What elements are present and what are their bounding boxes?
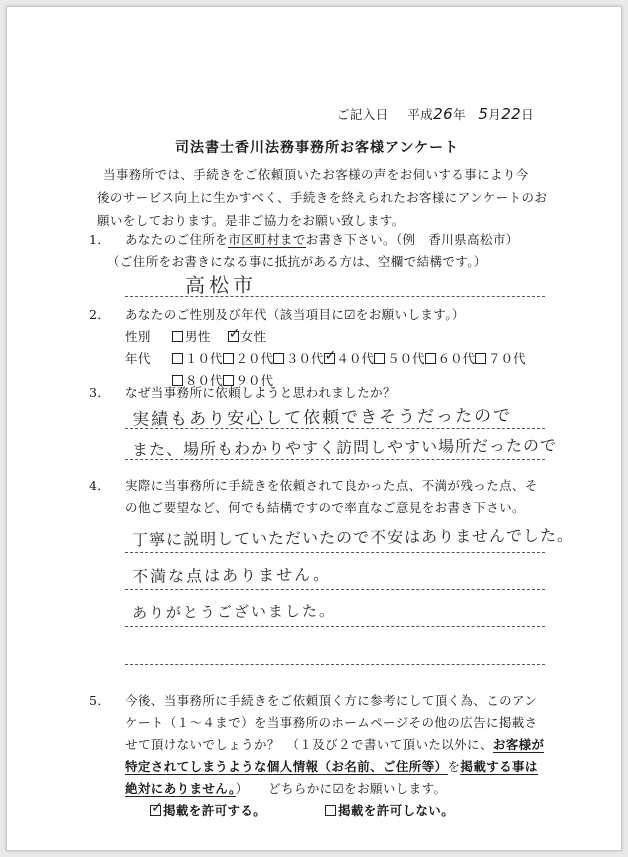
q3-answer-2: また、場所もわかりやすく訪問しやすい場所だったので	[131, 435, 558, 460]
age-option-60s[interactable]	[425, 351, 476, 366]
q5-line-4-emphasis-1: 特定されてしまうような個人情報（お名前、ご住所等）	[125, 759, 448, 774]
q5-line-4-emphasis-2: 掲載する事は	[460, 759, 538, 774]
q1-question	[125, 230, 519, 248]
female-checkbox[interactable]	[228, 331, 239, 342]
intro-line-1: 当事務所では、手続きをご依頼頂いたお客様の声をお伺いする事により今	[103, 167, 529, 182]
gender-male-option[interactable]	[172, 329, 211, 344]
q5-option-deny[interactable]	[325, 801, 454, 819]
gender-label: 性別	[125, 329, 151, 344]
age-30s-checkbox[interactable]	[273, 353, 284, 364]
q1-answer-line	[125, 296, 545, 297]
month-unit: 月	[488, 107, 502, 122]
q4-answer-2: 不満な点はありません。	[131, 564, 332, 587]
q5-line-3-emphasis: お客様が	[492, 737, 545, 752]
q3-number: 3．	[89, 385, 111, 400]
age-80s-label: ８０代	[185, 373, 223, 388]
age-90s-label: ９０代	[235, 373, 274, 388]
q3-answer-line-2	[125, 459, 545, 460]
survey-title: 司法書士香川法務事務所お客様アンケート	[175, 140, 460, 156]
female-label: 女性	[240, 329, 267, 344]
q3-question: なぜ当事務所に依頼しようと思われましたか？	[125, 385, 396, 400]
q4-answer-line-1	[125, 552, 545, 553]
gender-options	[172, 327, 266, 345]
q1-number: 1．	[89, 232, 111, 247]
deny-checkbox[interactable]	[325, 805, 336, 816]
month-value: 5	[478, 105, 489, 123]
year-value: 26	[433, 105, 454, 123]
male-checkbox[interactable]	[172, 331, 183, 342]
male-label: 男性	[185, 329, 211, 344]
q1-text-underlined: 市区町村まで	[228, 232, 306, 247]
q4-number: 4．	[89, 478, 111, 493]
q4-answer-line-4	[125, 664, 545, 665]
age-70s-checkbox[interactable]	[475, 353, 486, 364]
age-10s-label: １０代	[185, 351, 223, 366]
day-value: 22	[501, 105, 522, 123]
age-50s-label: ５０代	[387, 351, 425, 366]
allow-label: 掲載を許可する。	[163, 803, 267, 818]
q5-line-4	[125, 757, 538, 775]
age-option-70s[interactable]	[475, 351, 526, 366]
intro-line-2: 後のサービス向上に生かすべく、手続きを終えられたお客様にアンケートのお	[97, 190, 548, 205]
q4-question-line-1: 実際に当事務所に手続きを依頼されて良かった点、不満が残った点、そ	[125, 478, 538, 493]
survey-sheet	[6, 6, 622, 851]
q5-number: 5．	[89, 693, 111, 708]
date-line	[337, 105, 534, 123]
intro-line-3: 願いをしております。是非ご協力をお願い致します。	[97, 213, 405, 228]
q1-text-post: お書き下さい。（例 香川県高松市）	[305, 232, 519, 247]
q4-answer-3: ありがとうございました。	[131, 601, 337, 623]
age-20s-checkbox[interactable]	[223, 353, 234, 364]
age-option-10s[interactable]	[172, 351, 223, 366]
q5-line-3-text: せて頂けないでしょうか？ （１及び２で書いて頂いた以外に、	[125, 737, 493, 752]
q5-line-5-emphasis: 絶対にありません。	[125, 781, 236, 796]
q5-line-5-text: ） どちらかに☑をお願いします。	[235, 781, 447, 796]
q4-answer-1: 丁寧に説明していただいたので不安はありませんでした。	[131, 525, 575, 550]
age-20s-label: ２０代	[235, 351, 274, 366]
age-option-50s[interactable]	[374, 351, 425, 366]
day-unit: 日	[521, 107, 534, 122]
age-30s-label: ３０代	[286, 351, 324, 366]
q5-line-2: ケート（１～４まで）を当事務所のホームページその他の広告に掲載さ	[125, 715, 538, 730]
q3-answer-line-1	[125, 428, 545, 429]
age-50s-checkbox[interactable]	[374, 353, 385, 364]
age-options-row1	[172, 349, 526, 367]
year-unit: 年	[453, 107, 466, 122]
deny-label: 掲載を許可しない。	[338, 803, 455, 818]
q3-answer-1: 実績もあり安心して依頼できそうだったので	[131, 406, 513, 430]
q4-answer-line-2	[125, 589, 545, 590]
q5-option-allow[interactable]	[150, 801, 266, 819]
age-60s-checkbox[interactable]	[425, 353, 436, 364]
date-label: ご記入日	[337, 107, 389, 122]
q5-line-1: 今後、当事務所に手続きをご依頼頂く方に参考にして頂く為、このアン	[125, 693, 538, 708]
age-40s-checkbox[interactable]	[324, 353, 335, 364]
age-label: 年代	[125, 351, 151, 366]
age-10s-checkbox[interactable]	[172, 353, 183, 364]
q2-question: あなたのご性別及び年代（該当項目に☑をお願いします。）	[125, 307, 465, 322]
q4-question-line-2: の他ご要望など、何でも結構ですので率直なご意見をお書き下さい。	[125, 500, 525, 515]
q5-line-4-mid: を	[447, 759, 461, 774]
age-option-30s[interactable]	[273, 351, 324, 366]
q1-note: （ご住所をお書きになる事に抵抗がある方は、空欄で結構です。）	[107, 254, 487, 269]
q1-answer: 高松市	[184, 272, 258, 298]
gender-female-option[interactable]	[228, 329, 267, 344]
q5-line-5	[125, 779, 446, 797]
q2-number: 2．	[89, 307, 111, 322]
era: 平成	[407, 107, 434, 122]
age-70s-label: ７０代	[488, 351, 526, 366]
age-40s-label: ４０代	[336, 351, 375, 366]
age-option-40s[interactable]	[324, 351, 375, 366]
q4-answer-line-3	[125, 626, 545, 627]
age-60s-label: ６０代	[437, 351, 476, 366]
q5-line-3	[125, 735, 544, 753]
age-option-20s[interactable]	[223, 351, 274, 366]
allow-checkbox[interactable]	[150, 805, 161, 816]
q1-text-pre: あなたのご住所を	[125, 232, 229, 247]
